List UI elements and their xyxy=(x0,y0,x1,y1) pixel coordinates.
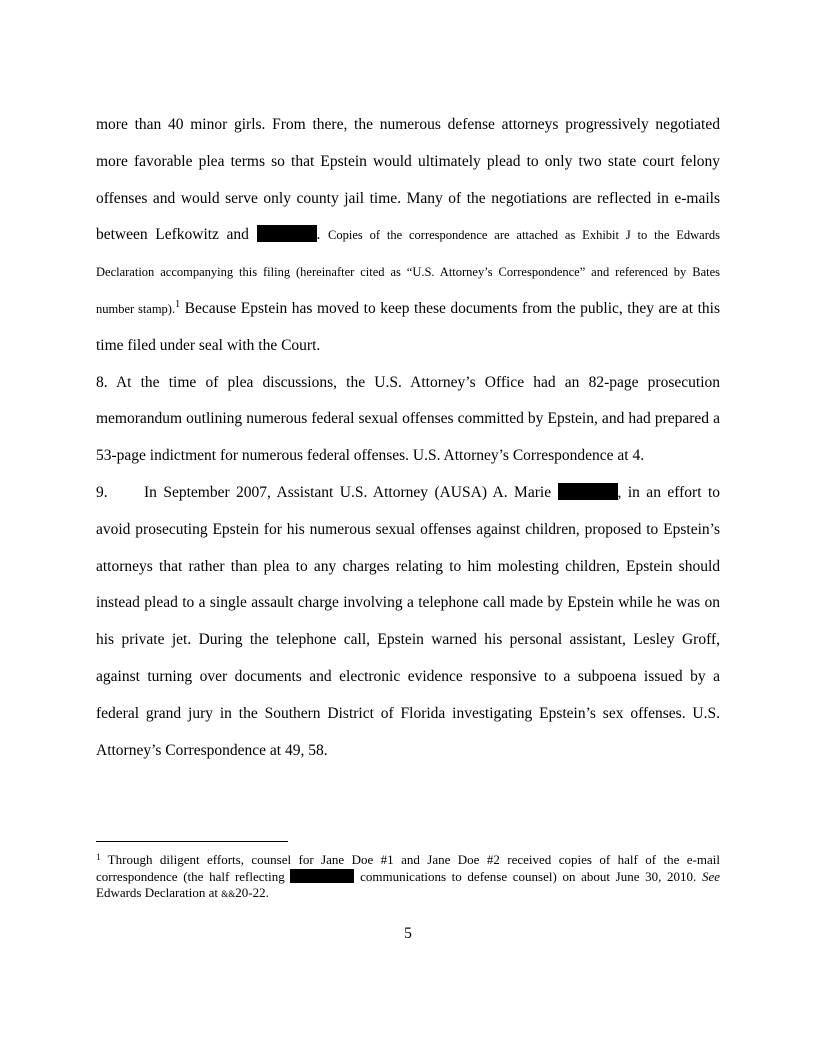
redaction-box xyxy=(290,869,354,883)
footnote-citation: Edwards Declaration at xyxy=(96,885,222,900)
paragraph-symbols: && xyxy=(221,889,236,899)
paragraph-9-text: In September 2007, Assistant U.S. Attorney (AUSA) A. Marie xyxy=(144,483,558,501)
footnote-marker: 1 xyxy=(96,852,101,862)
paragraph-7-after-redaction: . xyxy=(316,226,329,244)
paragraph-9-after-redaction: , in an effort to avoid prosecuting Epstein for his numerous sexual offenses against children, proposed to Epstein’s attorneys that rather than plea to any charges relating to him molesting children, Epstein should instead plead to a single assault charge involving a telephone call made by Epstein while he was on his private jet. During the telephone call, Epstein warned his personal assistant, Lesley Groff, against turning over documents and electronic evidence responsive to a subpoena issued by a federal grand jury in the Southern District of Florida investigating Epstein’s sex offenses. U.S. Attorney’s Correspondence at 49, 58. xyxy=(96,483,721,759)
redaction-box xyxy=(558,483,618,500)
footnote-see-signal: See xyxy=(701,868,720,884)
footnote-divider xyxy=(96,841,288,842)
paragraph-8-text: 8. At the time of plea discussions, the U.S. Attorney’s Office had an 82-page prosecution memorandum outlining numerous federal sexual offenses committed by Epstein, and had prepared a 53-page indictment for numerous federal offenses. U.S. Attorney’s Correspondence at 4. xyxy=(96,373,720,465)
footnote-1 xyxy=(96,852,720,903)
body-text xyxy=(96,107,720,769)
exhibit-reference-text: Copies of the correspondence are attached as Exhibit J to the Edwards Declaration accompanying this filing (hereinafter cited as “U.S. Attorney’s Correspondence” and referenced by Bates number stamp). xyxy=(96,228,721,316)
redaction-box xyxy=(257,225,317,242)
page-number: 5 xyxy=(404,925,412,942)
document-page xyxy=(96,0,720,1056)
footnote-paragraphs: 20-22. xyxy=(235,885,269,900)
paragraph-7-continued xyxy=(96,107,720,365)
paragraph-7-text: more than 40 minor girls. From there, the numerous defense attorneys progressively negotiated more favorable plea terms so that Epstein would ultimately plead to only two state court felony offenses and would serve only county jail time. Many of the negotiations are reflected in e-mails between Lefkowitz and xyxy=(96,116,720,244)
footnote-reference: 1 xyxy=(175,298,181,310)
paragraph-8 xyxy=(96,365,720,475)
paragraph-9 xyxy=(96,475,720,769)
paragraph-9-number: 9. xyxy=(96,483,108,501)
footnote-text: Through diligent efforts, counsel for Jane Doe #1 and Jane Doe #2 received copies of half of the e-mail correspondence (the half reflecting xyxy=(96,852,720,884)
paragraph-7-tail: Because Epstein has moved to keep these documents from the public, they are at this time filed under seal with the Court. xyxy=(96,299,720,354)
footnote-after-redaction: communications to defense counsel) on about June 30, 2010. xyxy=(354,868,702,884)
